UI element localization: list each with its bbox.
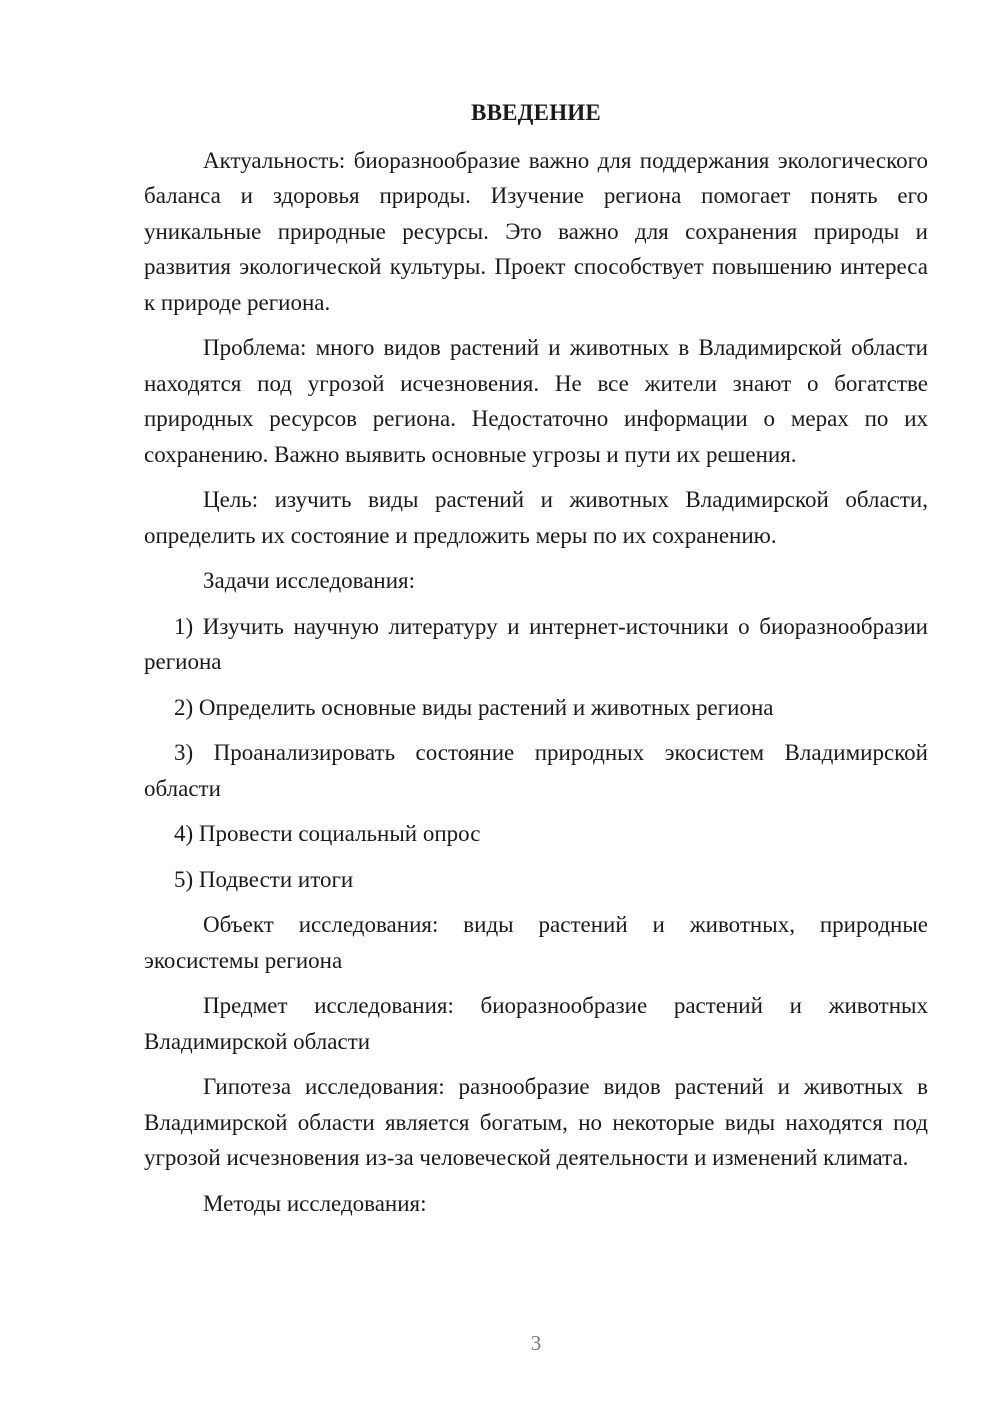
methods-title: Методы исследования: [203, 1190, 427, 1216]
task-item-5: 5) Подвести итоги [174, 866, 354, 892]
goal-paragraph: Цель: изучить виды растений и животных Владимирской области, определить их состояние и предложить меры по их сохранению. [144, 487, 928, 548]
page-content [144, 95, 928, 1231]
page-number: 3 [530, 1331, 542, 1355]
task-item-2: 2) Определить основные виды растений и животных региона [174, 694, 774, 720]
object-paragraph: Объект исследования: виды растений и животных, природные экосистемы региона [144, 912, 928, 973]
task-item-3: 3) Проанализировать состояние природных экосистем Владимирской области [144, 740, 928, 801]
hypothesis-paragraph: Гипотеза исследования: разнообразие видов растений и животных в Владимирской области является богатым, но некоторые виды находятся под угрозой исчезновения из-за человеческой деятельности и изменений климата. [144, 1074, 928, 1170]
task-item-1: 1) Изучить научную литературу и интернет-источники о биоразнообразии региона [144, 613, 928, 674]
subject-paragraph: Предмет исследования: биоразнообразие растений и животных Владимирской области [144, 993, 928, 1054]
relevance-paragraph: Актуальность: биоразнообразие важно для поддержания экологического баланса и здоровья природы. Изучение региона помогает понять его уникальные природные ресурсы. Это важно для сохранения природы и развития экологической культуры. Проект способствует повышению интереса к природе региона. [144, 147, 928, 315]
tasks-title: Задачи исследования: [203, 568, 416, 593]
problem-paragraph: Проблема: много видов растений и животных в Владимирской области находятся под угрозой исчезновения. Не все жители знают о богатстве природных ресурсов региона. Недостаточно информации о мерах по их сохранению. Важно выявить основные угрозы и пути их решения. [144, 335, 928, 467]
task-item-4: 4) Провести социальный опрос [174, 821, 481, 846]
page-heading: ВВЕДЕНИЕ [471, 100, 601, 125]
